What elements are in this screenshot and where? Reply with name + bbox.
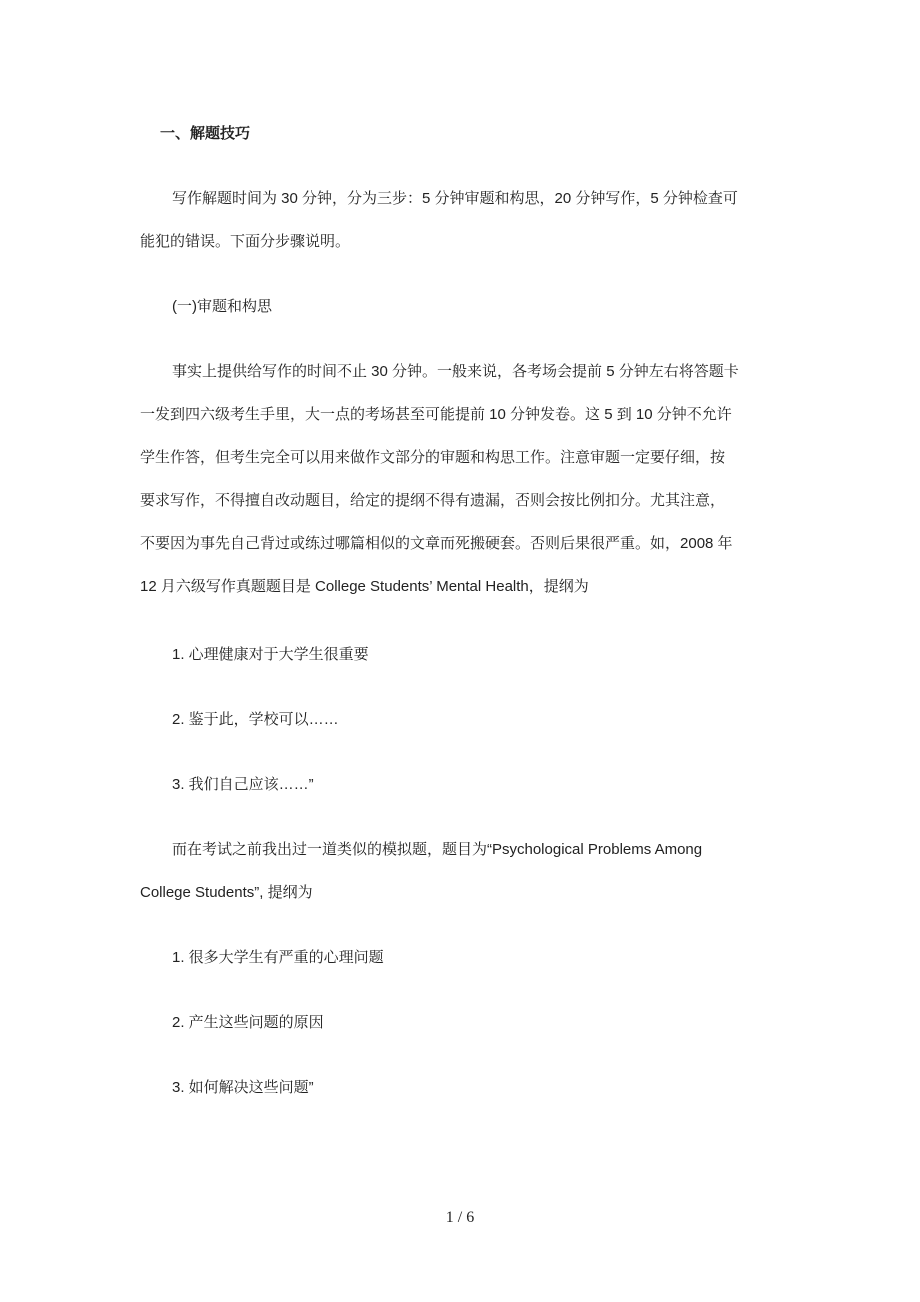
paragraph-line: College Students”, 提纲为 <box>140 884 313 901</box>
paragraph-line: 不要因为事先自己背过或练过哪篇相似的文章而死搬硬套。否则后果很严重。如，2008 年 <box>140 535 733 552</box>
page-number: 1 / 6 <box>445 1209 475 1226</box>
paragraph-line: 学生作答，但考生完全可以用来做作文部分的审题和构思工作。注意审题一定要仔细，按 <box>140 449 726 466</box>
paragraph-line: 事实上提供给写作的时间不止 30 分钟。一般来说，各考场会提前 5 分钟左右将答题卡 <box>172 363 739 380</box>
paragraph-line: 要求写作，不得擅自改动题目，给定的提纲不得有遗漏，否则会按比例扣分。尤其注意， <box>140 492 726 509</box>
subsection-title: (一)审题和构思 <box>172 298 272 315</box>
intro-line: 能犯的错误。下面分步骤说明。 <box>140 233 351 250</box>
paragraph-line: 12 月六级写作真题题目是 College Students’ Mental Health，提纲为 <box>140 578 589 595</box>
outline-item: 2. 鉴于此，学校可以…… <box>172 711 339 728</box>
outline-item: 1. 很多大学生有严重的心理问题 <box>172 949 384 966</box>
paragraph-line: 一发到四六级考生手里，大一点的考场甚至可能提前 10 分钟发卷。这 5 到 10 分钟不允许 <box>140 406 732 423</box>
outline-item: 2. 产生这些问题的原因 <box>172 1014 324 1031</box>
intro-line: 写作解题时间为 30 分钟，分为三步：5 分钟审题和构思，20 分钟写作，5 分钟检查可 <box>172 190 738 207</box>
section-heading: 一、解题技巧 <box>160 125 251 142</box>
outline-item: 3. 如何解决这些问题” <box>172 1079 314 1096</box>
outline-item: 1. 心理健康对于大学生很重要 <box>172 646 369 663</box>
outline-item: 3. 我们自己应该……” <box>172 776 314 793</box>
paragraph-line: 而在考试之前我出过一道类似的模拟题，题目为“Psychological Problems Among <box>172 841 703 858</box>
